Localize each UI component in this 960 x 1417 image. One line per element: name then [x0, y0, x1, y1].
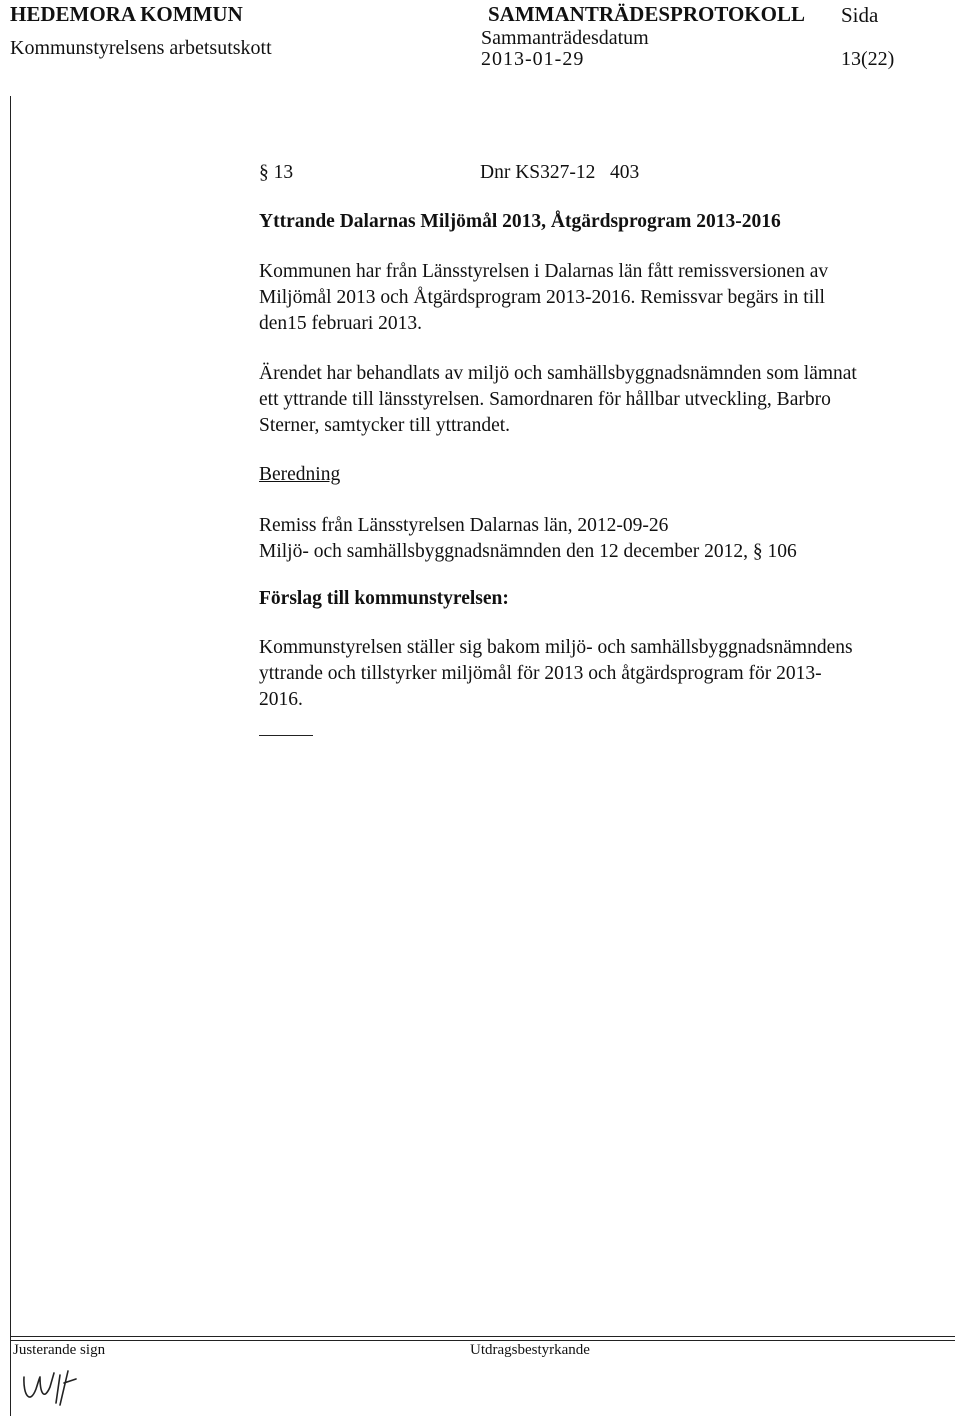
page-number: 13(22) [841, 48, 895, 70]
end-of-section-rule [259, 735, 313, 736]
meeting-date: 2013-01-29 [481, 48, 585, 70]
text-line: Sterner, samtycker till yttrandet. [259, 415, 511, 436]
footer-rule-lower [10, 1340, 955, 1341]
signature-stroke [24, 1371, 76, 1405]
municipality-name: HEDEMORA KOMMUN [10, 2, 243, 26]
utdrag-label: Utdragsbestyrkande [470, 1342, 590, 1358]
beredning-heading: Beredning [259, 464, 341, 485]
text-line: Kommunen har från Länsstyrelsen i Dalarnas län fått remissversionen av [259, 261, 829, 282]
paragraph-referral [259, 259, 949, 337]
text-line: Ärendet har behandlats av miljö och samhällsbyggnadsnämnden som lämnat [259, 363, 857, 384]
signature-mark [20, 1365, 100, 1415]
footer-rule [10, 1336, 955, 1337]
proposal-heading: Förslag till kommunstyrelsen: [259, 588, 509, 609]
paragraph-handling [259, 361, 949, 439]
text-line: ett yttrande till länsstyrelsen. Samordnaren för hållbar utveckling, Barbro [259, 389, 831, 410]
text-line: yttrande och tillstyrker miljömål för 2013 och åtgärdsprogram för 2013- [259, 663, 822, 684]
left-margin-rule [10, 96, 11, 1416]
date-label: Sammanträdesdatum [481, 27, 649, 49]
protocol-title: SAMMANTRÄDESPROTOKOLL [488, 2, 805, 26]
list-item: Miljö- och samhällsbyggnadsnämnden den 12 december 2012, § 106 [259, 541, 797, 562]
text-line: Miljömål 2013 och Åtgärdsprogram 2013-2016. Remissvar begärs in till [259, 287, 825, 308]
registration-number: Dnr KS327-12 403 [480, 162, 640, 183]
text-line: den15 februari 2013. [259, 313, 422, 334]
text-line: 2016. [259, 689, 303, 710]
committee-name: Kommunstyrelsens arbetsutskott [10, 37, 272, 59]
text-line: Kommunstyrelsen ställer sig bakom miljö- och samhällsbyggnadsnämndens [259, 637, 853, 658]
list-item: Remiss från Länsstyrelsen Dalarnas län, 2012-09-26 [259, 515, 669, 536]
justerande-label: Justerande sign [13, 1342, 106, 1358]
page-label: Sida [841, 3, 879, 27]
paragraph-number: § 13 [259, 162, 294, 183]
proposal-text [259, 635, 949, 713]
beredning-list [259, 513, 949, 565]
section-title: Yttrande Dalarnas Miljömål 2013, Åtgärdsprogram 2013-2016 [259, 211, 781, 232]
